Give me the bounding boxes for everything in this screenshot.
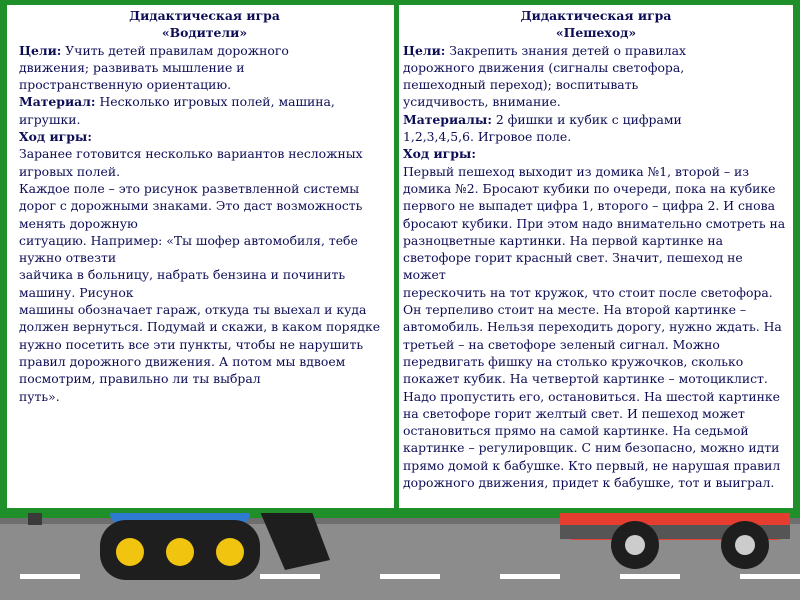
body-line: бросают кубики. При этом надо внимательно смотреть на bbox=[403, 215, 786, 231]
goals-line-0 bbox=[403, 42, 789, 59]
card-title-line2: «Водители» bbox=[161, 25, 248, 41]
body-line: посмотрим, правильно ли ты выбрал bbox=[19, 371, 261, 387]
goals-line-2: пространственную ориентацию. bbox=[19, 77, 232, 93]
material-line-1: игрушки. bbox=[19, 111, 81, 127]
card-content bbox=[19, 7, 390, 405]
goals-line-0 bbox=[19, 42, 390, 59]
body-line: на светофоре горит желтый свет. И пешеход может bbox=[403, 405, 745, 421]
body-line: менять дорожную bbox=[19, 215, 138, 231]
body-line: правил дорожного движения. А потом мы вдвоем bbox=[19, 353, 346, 369]
body-line: путь». bbox=[19, 388, 60, 404]
material-text: 2 фишки и кубик с цифрами bbox=[491, 111, 682, 127]
body-line: разноцветные картинки. На первой картинке на bbox=[403, 232, 724, 248]
goals-line-3: усидчивость, внимание. bbox=[403, 94, 561, 110]
body-line: Заранее готовится несколько вариантов несложных bbox=[19, 146, 363, 162]
material-line-1: 1,2,3,4,5,6. Игровое поле. bbox=[403, 129, 572, 145]
goals-line-1: движения; развивать мышление и bbox=[19, 59, 245, 75]
progress-label: Ход игры: bbox=[403, 146, 476, 162]
body-line: передвигать фишку на столько кружочков, сколько bbox=[403, 353, 744, 369]
body-line: картинке – регулировщик. С ним безопасно, можно идти bbox=[403, 440, 780, 456]
body-line: домика №2. Бросают кубики по очереди, пока на кубике bbox=[403, 180, 776, 196]
body-line: зайчика в больницу, набрать бензина и починить bbox=[19, 267, 346, 283]
body-line: перескочить на тот кружок, что стоит после светофора. bbox=[403, 284, 773, 300]
body-line: должен вернуться. Подумай и скажи, в каком порядке bbox=[19, 319, 381, 335]
material-label: Материалы: bbox=[403, 111, 492, 127]
goals-label: Цели: bbox=[403, 42, 446, 58]
goals-line-2: пешеходный переход); воспитывать bbox=[403, 77, 639, 93]
body-line: автомобиль. Нельзя переходить дорогу, нужно ждать. На bbox=[403, 319, 782, 335]
goals-text: Закрепить знания детей о правилах bbox=[445, 42, 686, 58]
body-line: остановиться прямо на самой картинке. На седьмой bbox=[403, 423, 749, 439]
progress-label: Ход игры: bbox=[19, 129, 92, 145]
body-line: Надо пропустить его, остановиться. На шестой картинке bbox=[403, 388, 780, 404]
body-line: Он терпеливо стоит на месте. На второй картинке – bbox=[403, 302, 747, 318]
card-title-line1: Дидактическая игра bbox=[129, 8, 280, 23]
body-line: машины обозначает гараж, откуда ты выехал и куда bbox=[19, 302, 367, 318]
goals-line-1: дорожного движения (сигналы светофора, bbox=[403, 59, 685, 75]
game-description bbox=[403, 163, 789, 492]
body-line: игровых полей. bbox=[19, 163, 121, 179]
body-line: Каждое поле – это рисунок разветвленной системы bbox=[19, 180, 360, 196]
goals-text: Учить детей правилам дорожного bbox=[61, 42, 289, 58]
goals-label: Цели: bbox=[19, 42, 62, 58]
card-pedestrian-game bbox=[394, 0, 798, 513]
body-line: дорожного движения, придет к бабушке, тот и выиграл. bbox=[403, 475, 775, 491]
body-line: Первый пешеход выходит из домика №1, второй – из bbox=[403, 163, 750, 179]
card-title-line2: «Пешеход» bbox=[555, 25, 637, 41]
material-line-0 bbox=[19, 93, 390, 110]
card-drivers-game bbox=[2, 0, 399, 513]
body-line: прямо домой к бабушке. Кто первый, не нарушая правил bbox=[403, 457, 781, 473]
material-text: Несколько игровых полей, машина, bbox=[95, 94, 335, 110]
material-line-0 bbox=[403, 111, 789, 128]
body-line: машину. Рисунок bbox=[19, 284, 134, 300]
body-line: покажет кубик. На четвертой картинке – мотоциклист. bbox=[403, 371, 768, 387]
body-line: первого не выпадет цифра 1, второго – цифра 2. И снова bbox=[403, 198, 775, 214]
body-line: нужно посетить все эти пункты, чтобы не нарушить bbox=[19, 336, 364, 352]
body-line: дорог с дорожными знаками. Это даст возможность bbox=[19, 198, 363, 214]
card-content bbox=[403, 7, 789, 491]
body-line: нужно отвезти bbox=[19, 250, 117, 266]
card-title-line1: Дидактическая игра bbox=[520, 8, 672, 23]
game-description bbox=[19, 145, 390, 404]
body-line: ситуацию. Например: «Ты шофер автомобиля, тебе bbox=[19, 232, 358, 248]
body-line: светофоре горит красный свет. Значит, пешеход не может bbox=[403, 250, 743, 283]
material-label: Материал: bbox=[19, 94, 96, 110]
body-line: третьей – на светофоре зеленый сигнал. Можно bbox=[403, 336, 720, 352]
